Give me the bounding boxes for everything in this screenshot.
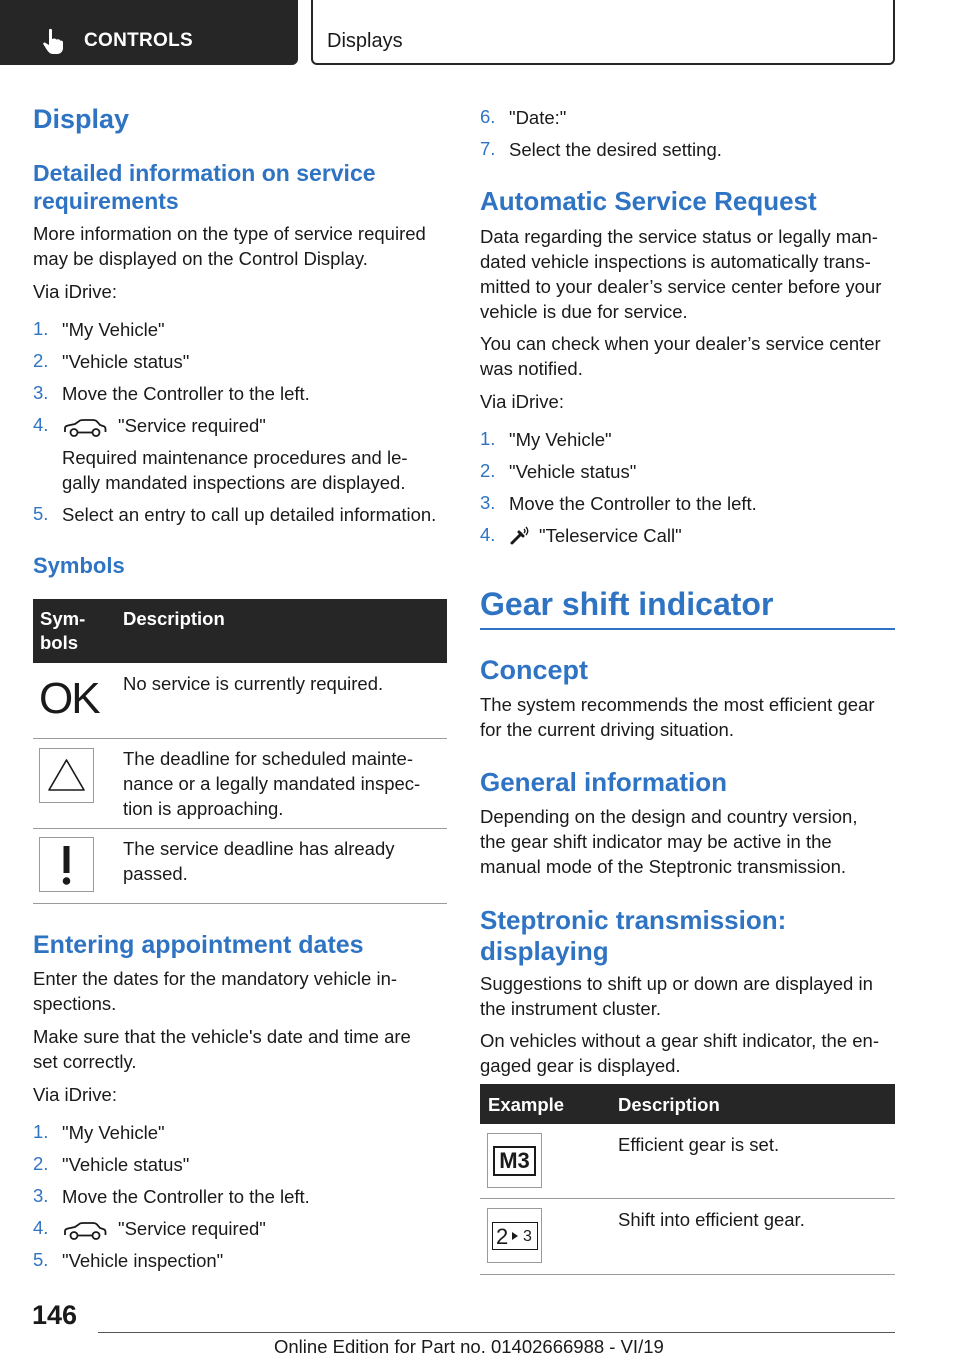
step-number: 5. — [33, 1249, 49, 1270]
footer-rule — [98, 1332, 895, 1333]
ok-symbol: OK — [39, 674, 99, 723]
text-line: Required maintenance procedures and le- — [62, 447, 408, 468]
text-line: gally mandated inspections are displayed. — [62, 472, 406, 493]
via-idrive-label: Via iDrive: — [480, 391, 564, 412]
step-number: 5. — [33, 503, 49, 524]
step-text: Move the Controller to the left. — [62, 383, 310, 404]
asr-heading: Automatic Service Request — [480, 186, 817, 216]
chapter-label: Displays — [327, 30, 403, 52]
row-divider — [33, 828, 447, 829]
current-gear: 2 — [496, 1224, 509, 1249]
section-label: CONTROLS — [84, 30, 194, 51]
table-cell: No service is currently required. — [123, 673, 384, 694]
appointment-heading: Entering appointment dates — [33, 931, 364, 959]
edition-label: Online Edition for Part no. 01402666988 - VI/19 — [274, 1336, 664, 1357]
text-line: More information on the type of service required — [33, 223, 426, 244]
text-line: Data regarding the service status or legally man- — [480, 226, 878, 247]
gear-shift-heading: Gear shift indicator — [480, 586, 774, 622]
m3-symbol: M3 — [493, 1146, 536, 1176]
car-service-icon — [62, 1221, 108, 1241]
step-number: 4. — [480, 524, 496, 545]
exclamation-icon — [40, 838, 93, 891]
heading-line: requirements — [33, 188, 179, 214]
text-line: spections. — [33, 993, 117, 1014]
text-line: The service deadline has already — [123, 838, 395, 859]
step-text: "My Vehicle" — [62, 1122, 165, 1143]
step-number: 3. — [33, 1185, 49, 1206]
step-number: 4. — [33, 1217, 49, 1238]
text-line: Enter the dates for the mandatory vehicle in- — [33, 968, 398, 989]
via-idrive-label: Via iDrive: — [33, 1084, 117, 1105]
paragraph — [33, 221, 426, 271]
step-number: 2. — [480, 460, 496, 481]
paragraph — [480, 692, 875, 742]
gear-table-header — [480, 1084, 895, 1124]
text-line: You can check when your dealer’s service center — [480, 333, 881, 354]
step-text: Select the desired setting. — [509, 139, 722, 160]
step-text: Move the Controller to the left. — [62, 1186, 310, 1207]
text-line: nance or a legally mandated inspec- — [123, 773, 421, 794]
car-service-icon — [62, 418, 108, 438]
heading-line: Steptronic transmission: — [480, 905, 787, 935]
m3-symbol-box — [487, 1133, 542, 1188]
table-cell: Efficient gear is set. — [618, 1134, 780, 1155]
paragraph — [480, 971, 873, 1021]
row-divider — [33, 738, 447, 739]
symbols-table-header — [33, 599, 447, 663]
symbols-heading: Symbols — [33, 553, 125, 578]
step-number: 1. — [480, 428, 496, 449]
table-cell — [123, 746, 420, 821]
step-text: Move the Controller to the left. — [509, 493, 757, 514]
text-line: gaged gear is displayed. — [480, 1055, 681, 1076]
general-info-heading: General information — [480, 767, 728, 797]
step-text: Select an entry to call up detailed information. — [62, 504, 437, 525]
text-line: On vehicles without a gear shift indicator, the en- — [480, 1030, 879, 1051]
text-line: mitted to your dealer’s service center before your — [480, 276, 882, 297]
step-text: "Vehicle status" — [62, 1154, 190, 1175]
warning-symbol-box — [39, 748, 94, 803]
col-description: Description — [618, 1094, 720, 1115]
warning-triangle-icon — [40, 749, 93, 802]
text-line: vehicle is due for service. — [480, 301, 688, 322]
alert-symbol-box — [39, 837, 94, 892]
step-text: "Teleservice Call" — [539, 525, 682, 546]
wrench-phone-icon — [509, 524, 531, 546]
header-line: bols — [40, 632, 79, 653]
text-line: tion is approaching. — [123, 798, 284, 819]
text-line: passed. — [123, 863, 188, 884]
step-number: 2. — [33, 350, 49, 371]
paragraph — [480, 224, 881, 324]
paragraph — [33, 966, 397, 1016]
table-cell — [123, 836, 395, 886]
text-line: for the current driving situation. — [480, 719, 734, 740]
col-symbols — [40, 607, 85, 655]
step-text: "My Vehicle" — [509, 429, 612, 450]
step-text: "Vehicle status" — [62, 351, 190, 372]
shift-symbol-frame — [492, 1222, 538, 1250]
step-number: 7. — [480, 138, 496, 159]
text-line: the gear shift indicator may be active in the — [480, 831, 832, 852]
step-number: 1. — [33, 318, 49, 339]
via-idrive-label: Via iDrive: — [33, 281, 117, 302]
text-line: was notified. — [480, 358, 583, 379]
heading-rule — [480, 628, 895, 630]
text-line: set correctly. — [33, 1051, 137, 1072]
text-line: Suggestions to shift up or down are displayed in — [480, 973, 873, 994]
step-note — [62, 445, 408, 495]
text-line: The system recommends the most efficient gear — [480, 694, 875, 715]
col-example: Example — [488, 1094, 565, 1115]
row-divider — [480, 1274, 895, 1275]
step-text: "Service required" — [118, 1218, 266, 1239]
page-number: 146 — [32, 1300, 78, 1330]
heading-line: displaying — [480, 936, 609, 966]
text-line: Depending on the design and country version, — [480, 806, 858, 827]
row-divider — [480, 1198, 895, 1199]
arrow-right-icon — [510, 1231, 520, 1241]
row-divider — [33, 903, 447, 904]
target-gear: 3 — [523, 1228, 532, 1245]
text-line: dated vehicle inspections is automatically trans- — [480, 251, 871, 272]
step-text: "Vehicle status" — [509, 461, 637, 482]
paragraph — [480, 804, 857, 879]
service-requirements-heading — [33, 159, 376, 215]
display-heading: Display — [33, 104, 130, 134]
col-description: Description — [123, 608, 225, 629]
step-number: 1. — [33, 1121, 49, 1142]
hand-icon — [38, 26, 68, 56]
step-text: "Date:" — [509, 107, 567, 128]
concept-heading: Concept — [480, 655, 588, 685]
section-tab — [0, 0, 298, 65]
text-line: manual mode of the Steptronic transmission. — [480, 856, 847, 877]
step-number: 6. — [480, 106, 496, 127]
step-text: "Service required" — [118, 415, 266, 436]
chapter-tab — [311, 0, 895, 65]
text-line: may be displayed on the Control Display. — [33, 248, 368, 269]
paragraph — [33, 1024, 411, 1074]
heading-line: Detailed information on service — [33, 160, 376, 186]
text-line: Make sure that the vehicle's date and time are — [33, 1026, 411, 1047]
table-cell: Shift into efficient gear. — [618, 1209, 805, 1230]
step-number: 3. — [480, 492, 496, 513]
step-number: 3. — [33, 382, 49, 403]
step-text: "Vehicle inspection" — [62, 1250, 224, 1271]
text-line: the instrument cluster. — [480, 998, 661, 1019]
step-text: "My Vehicle" — [62, 319, 165, 340]
text-line: The deadline for scheduled mainte- — [123, 748, 414, 769]
step-number: 4. — [33, 414, 49, 435]
header-line: Sym- — [40, 608, 86, 629]
paragraph — [480, 331, 881, 381]
steptronic-heading — [480, 905, 786, 967]
step-number: 2. — [33, 1153, 49, 1174]
shift-symbol-box — [487, 1208, 542, 1263]
paragraph — [480, 1028, 879, 1078]
